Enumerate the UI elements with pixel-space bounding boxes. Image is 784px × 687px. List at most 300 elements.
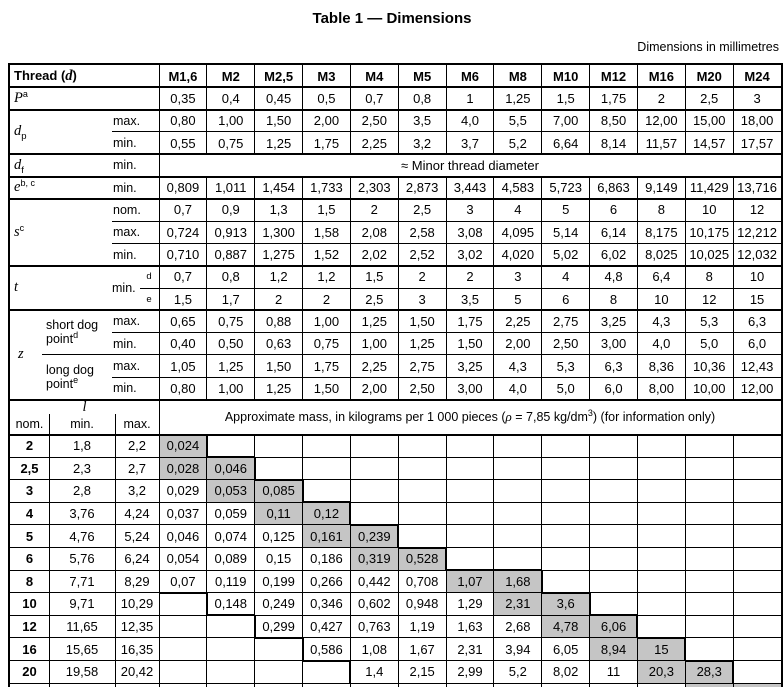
thread-header-label: Thread (d) xyxy=(14,67,77,84)
data-cell: 2 xyxy=(418,269,426,285)
mass-cell: 1,67 xyxy=(409,641,435,657)
data-cell: 15 xyxy=(749,291,765,307)
data-cell: 2,873 xyxy=(405,180,439,196)
grid-line xyxy=(398,435,399,687)
data-cell: 11,57 xyxy=(645,135,678,151)
mass-cell: 0,028 xyxy=(166,460,200,476)
grid-line xyxy=(49,414,50,687)
data-cell: 6 xyxy=(562,291,570,307)
data-cell: 2,50 xyxy=(409,380,435,396)
data-cell: 3 xyxy=(466,202,474,218)
grid-line xyxy=(115,414,116,687)
mass-cell: 0,319 xyxy=(358,551,391,567)
length-max-cell: 2,2 xyxy=(127,438,147,454)
data-cell: 8 xyxy=(657,202,665,218)
grid-line xyxy=(685,660,733,662)
column-header: M5 xyxy=(413,68,432,84)
data-cell: 2 xyxy=(274,291,283,307)
grid-line xyxy=(206,65,207,154)
data-cell: 0,4 xyxy=(221,90,240,106)
grid-line xyxy=(159,65,160,687)
data-cell: 3,00 xyxy=(457,380,483,396)
mass-cell: 1,68 xyxy=(505,573,531,589)
data-cell: 3,443 xyxy=(453,180,487,196)
data-cell: 10 xyxy=(654,291,669,307)
grid-line xyxy=(732,661,734,684)
mass-cell: 0,15 xyxy=(265,551,292,567)
length-nom-cell: 2,5 xyxy=(20,460,39,476)
data-cell: 1,25 xyxy=(505,90,531,106)
data-cell: 2,02 xyxy=(361,247,387,263)
length-max-cell: 10,29 xyxy=(120,596,154,612)
mass-cell: 0,11 xyxy=(266,506,291,522)
length-min-cell: 3,76 xyxy=(69,506,95,522)
data-cell: 8,025 xyxy=(645,247,678,263)
data-cell: 0,50 xyxy=(218,336,244,352)
data-cell: 3,5 xyxy=(413,113,432,129)
data-cell: 3,2 xyxy=(413,135,432,151)
length-sub-header: max. xyxy=(123,417,151,431)
data-cell: 5,14 xyxy=(553,224,579,240)
data-cell: 10 xyxy=(749,269,765,285)
data-cell: 8,00 xyxy=(648,380,675,396)
data-cell: 4,3 xyxy=(508,358,527,374)
grid-line xyxy=(446,65,447,154)
data-cell: 14,57 xyxy=(692,135,726,151)
data-cell: 4 xyxy=(562,269,570,285)
data-cell: 3,5 xyxy=(460,291,480,307)
length-min-cell: 1,8 xyxy=(72,438,92,454)
mass-cell: 8,94 xyxy=(600,641,627,657)
sub-label: max. xyxy=(113,359,141,374)
length-nom-cell: 4 xyxy=(25,506,34,522)
data-cell: 2 xyxy=(370,202,378,218)
column-header: M6 xyxy=(460,68,480,84)
data-cell: 2,25 xyxy=(505,313,531,329)
data-cell: 2,5 xyxy=(365,291,384,307)
grid-line xyxy=(302,638,304,661)
mass-cell: 1,63 xyxy=(457,619,483,635)
data-cell: 2,50 xyxy=(361,113,387,129)
data-cell: 5,0 xyxy=(556,380,575,396)
data-cell: 0,8 xyxy=(221,269,240,285)
mass-cell: 0,059 xyxy=(214,506,248,522)
data-cell: 2,303 xyxy=(358,180,391,196)
data-cell: 1,733 xyxy=(310,180,343,196)
mass-cell: 0,12 xyxy=(313,506,340,522)
grid-line xyxy=(302,480,304,503)
column-header: M12 xyxy=(600,68,627,84)
mass-cell: 0,074 xyxy=(214,528,248,544)
data-cell: 4 xyxy=(514,202,522,218)
data-cell: 2,00 xyxy=(361,380,387,396)
grid-line xyxy=(207,456,255,458)
data-cell: 1,25 xyxy=(361,313,387,329)
data-cell: 1,50 xyxy=(409,313,435,329)
length-nom-cell: 16 xyxy=(22,641,37,657)
data-cell: 1,50 xyxy=(457,336,483,352)
data-cell: 0,913 xyxy=(214,224,248,240)
data-cell: 8,14 xyxy=(600,135,627,151)
data-cell: 5,2 xyxy=(508,135,527,151)
length-min-cell: 7,71 xyxy=(69,573,95,589)
data-cell: 2,5 xyxy=(413,202,432,218)
sub-label: max. xyxy=(113,113,141,128)
mass-cell: 0,528 xyxy=(405,551,439,567)
units-note: Dimensions in millimetres xyxy=(637,40,779,54)
data-cell: 8 xyxy=(609,291,618,307)
mass-header: Approximate mass, in kilograms per 1 000 pieces (ρ = 7,85 $kg/dm^3$) (for information only) xyxy=(224,408,716,424)
grid-line xyxy=(589,435,590,687)
data-cell: 1,2 xyxy=(269,269,288,285)
param-symbol-P: $P^a$ xyxy=(14,88,28,106)
grid-line xyxy=(254,615,256,638)
grid-line xyxy=(206,435,207,687)
mass-cell: 20,3 xyxy=(648,664,675,680)
length-max-cell: 12,35 xyxy=(120,619,154,635)
grid-line xyxy=(493,65,494,154)
mass-cell: 0,085 xyxy=(262,483,295,499)
mass-cell: 0,119 xyxy=(214,573,247,589)
data-cell: 0,35 xyxy=(170,90,196,106)
grid-line xyxy=(350,435,351,687)
grid-line xyxy=(349,502,351,525)
mass-cell: 2,31 xyxy=(505,596,531,612)
data-cell: 1,5 xyxy=(556,90,575,106)
grid-line xyxy=(493,435,494,687)
data-cell: 1,05 xyxy=(170,358,196,374)
grid-line xyxy=(684,638,686,661)
grid-line xyxy=(302,65,303,154)
param-symbol-t: t xyxy=(14,279,19,296)
grid-line xyxy=(206,177,207,400)
mass-cell: 1,29 xyxy=(457,596,483,612)
data-cell: 1,50 xyxy=(265,113,292,129)
grid-line xyxy=(206,593,208,616)
mass-cell: 0,346 xyxy=(310,596,343,612)
grid-line xyxy=(637,435,638,687)
data-cell: 5,723 xyxy=(549,180,582,196)
data-cell: 6,14 xyxy=(600,224,627,240)
grid-line xyxy=(733,65,734,154)
data-cell: 1,3 xyxy=(269,202,288,218)
column-header: M4 xyxy=(365,68,384,84)
mass-cell: 0,602 xyxy=(358,596,391,612)
sub-label: max. xyxy=(113,225,141,240)
data-cell: 1 xyxy=(466,90,474,106)
data-cell: 3,08 xyxy=(457,224,483,240)
grid-line xyxy=(350,65,351,154)
data-cell: 8,50 xyxy=(600,113,627,129)
length-nom-cell: 8 xyxy=(25,573,34,589)
column-header: M10 xyxy=(553,68,579,84)
grid-line xyxy=(254,177,255,400)
grid-line xyxy=(255,637,303,639)
data-cell: 10,36 xyxy=(692,358,726,374)
grid-line xyxy=(303,660,351,662)
grid-line xyxy=(398,177,399,400)
param-symbol-s: $s^c$ xyxy=(14,222,25,240)
data-cell: 4,8 xyxy=(604,269,623,285)
mass-cell: 0,024 xyxy=(166,438,200,454)
mass-cell: 0,037 xyxy=(166,506,200,522)
grid-line xyxy=(398,65,399,154)
grid-line xyxy=(494,569,542,571)
dimensions-table xyxy=(8,63,783,687)
data-cell: 0,80 xyxy=(170,113,196,129)
grid-line xyxy=(446,177,447,400)
data-cell: 1,75 xyxy=(457,313,483,329)
data-cell: 1,75 xyxy=(600,90,627,106)
data-cell: 15,00 xyxy=(692,113,726,129)
grid-line xyxy=(637,65,638,154)
data-cell: 4,0 xyxy=(652,336,671,352)
data-cell: 8,175 xyxy=(645,224,678,240)
data-cell: 17,57 xyxy=(740,135,774,151)
data-cell: 5,0 xyxy=(700,336,719,352)
data-cell: 1,275 xyxy=(262,247,295,263)
data-cell: 0,809 xyxy=(166,180,200,196)
grid-line xyxy=(541,435,542,687)
mass-cell: 0,199 xyxy=(262,573,295,589)
data-cell: 0,724 xyxy=(166,224,200,240)
data-cell: 3,02 xyxy=(457,247,483,263)
data-cell: 6,64 xyxy=(553,135,579,151)
data-cell: 1,25 xyxy=(265,135,292,151)
data-cell: 5,5 xyxy=(508,113,527,129)
data-cell: 0,7 xyxy=(173,202,192,218)
data-cell: 3,7 xyxy=(460,135,480,151)
mass-cell: 0,148 xyxy=(214,596,248,612)
column-header: M16 xyxy=(648,68,675,84)
mass-cell: 1,19 xyxy=(409,619,435,635)
mass-cell: 15 xyxy=(654,641,669,657)
data-cell: 0,75 xyxy=(313,336,340,352)
mass-cell: 3,6 xyxy=(556,596,575,612)
mass-cell: 0,046 xyxy=(214,460,248,476)
grid-line xyxy=(10,683,781,684)
data-cell: 6 xyxy=(609,202,618,218)
length-min-cell: 2,3 xyxy=(72,460,92,476)
data-cell: 3,25 xyxy=(600,313,627,329)
dog-point-label: short dog point$^d$ xyxy=(46,318,99,347)
mass-cell: 0,053 xyxy=(214,483,248,499)
data-cell: 13,716 xyxy=(737,180,777,196)
mass-cell: 2,68 xyxy=(505,619,531,635)
data-cell: 6,863 xyxy=(597,180,630,196)
data-cell: 4,0 xyxy=(508,380,527,396)
data-cell: 1,7 xyxy=(221,291,240,307)
data-cell: 5 xyxy=(562,202,570,218)
data-cell: 1,00 xyxy=(218,380,244,396)
data-cell: 1,2 xyxy=(317,269,336,285)
length-max-cell: 4,24 xyxy=(124,506,150,522)
data-cell: 12 xyxy=(749,202,765,218)
mass-cell: 0,586 xyxy=(310,641,343,657)
grid-line xyxy=(254,65,255,154)
mass-cell: 6,05 xyxy=(553,641,579,657)
length-symbol: l xyxy=(82,399,87,415)
grid-line xyxy=(541,177,542,400)
data-cell: 2,50 xyxy=(553,336,579,352)
data-cell: 4,020 xyxy=(501,247,535,263)
column-header: M20 xyxy=(696,68,722,84)
sub-label: min. xyxy=(113,381,137,396)
data-cell: 10,00 xyxy=(692,380,726,396)
length-max-cell: 2,7 xyxy=(127,460,147,476)
mass-cell: 5,2 xyxy=(508,664,527,680)
grid-line xyxy=(636,615,638,638)
grid-line xyxy=(398,547,446,549)
data-cell: 2,75 xyxy=(553,313,579,329)
length-max-cell: 8,29 xyxy=(124,573,150,589)
data-cell: 4,3 xyxy=(652,313,671,329)
grid-line xyxy=(733,435,734,687)
sub-label: min. xyxy=(113,158,137,173)
grid-line xyxy=(685,177,686,400)
grid-line xyxy=(685,65,686,154)
data-cell: 0,40 xyxy=(170,336,196,352)
data-cell: 0,5 xyxy=(317,90,336,106)
data-cell: 1,25 xyxy=(218,358,244,374)
data-cell: 1,011 xyxy=(214,180,247,196)
data-cell: 3 xyxy=(418,291,426,307)
data-cell: 0,88 xyxy=(265,313,292,329)
data-cell: 7,00 xyxy=(553,113,579,129)
column-header: M8 xyxy=(508,68,527,84)
grid-line xyxy=(254,457,256,480)
mass-cell: 0,708 xyxy=(405,573,439,589)
sub-label: min. xyxy=(112,280,136,295)
param-symbol-z: z xyxy=(18,346,24,363)
grid-line xyxy=(159,592,207,594)
data-cell: 6,0 xyxy=(604,380,623,396)
data-cell: 10,175 xyxy=(689,224,730,240)
data-cell: 2,5 xyxy=(700,90,719,106)
length-nom-cell: 5 xyxy=(25,528,34,544)
data-cell: 11,429 xyxy=(689,180,729,196)
mass-cell: 11 xyxy=(606,664,621,680)
mass-cell: 0,266 xyxy=(310,573,343,589)
data-cell: 0,55 xyxy=(170,135,196,151)
data-cell: 0,63 xyxy=(265,336,292,352)
length-min-cell: 15,65 xyxy=(65,641,99,657)
mass-cell: 0,249 xyxy=(262,596,295,612)
data-cell: 1,75 xyxy=(313,358,340,374)
column-header: M24 xyxy=(744,68,770,84)
length-sub-header: nom. xyxy=(15,417,44,431)
mass-cell: 1,08 xyxy=(361,641,387,657)
data-cell: 6,4 xyxy=(652,269,671,285)
length-nom-cell: 3 xyxy=(25,483,34,499)
data-cell: 1,25 xyxy=(265,380,292,396)
data-cell: 1,5 xyxy=(317,202,336,218)
mass-cell: 28,3 xyxy=(696,664,722,680)
data-cell: 1,75 xyxy=(313,135,340,151)
length-max-cell: 16,35 xyxy=(120,641,154,657)
data-cell: 12,43 xyxy=(740,358,774,374)
data-cell: 5,02 xyxy=(553,247,579,263)
grid-line xyxy=(303,501,351,503)
mass-cell: 0,239 xyxy=(358,528,391,544)
grid-line xyxy=(541,65,542,154)
column-header: M2 xyxy=(221,68,240,84)
data-cell: 12,00 xyxy=(740,380,774,396)
data-cell: 1,25 xyxy=(409,336,435,352)
data-cell: 10,025 xyxy=(689,247,730,263)
grid-line xyxy=(350,177,351,400)
data-cell: 4,095 xyxy=(501,224,535,240)
grid-line xyxy=(589,177,590,400)
length-min-cell: 19,58 xyxy=(65,664,99,680)
length-nom-cell: 20 xyxy=(22,664,37,680)
length-min-cell: 4,76 xyxy=(69,528,95,544)
mass-cell: 0,763 xyxy=(358,619,391,635)
data-cell: 4,0 xyxy=(460,113,480,129)
data-cell: 3,00 xyxy=(600,336,627,352)
mass-cell: 0,046 xyxy=(166,528,200,544)
data-cell: 2,08 xyxy=(361,224,387,240)
mass-cell: 0,299 xyxy=(262,619,295,635)
data-cell: 2 xyxy=(322,291,331,307)
data-cell: 6,3 xyxy=(748,313,767,329)
mass-cell: 0,442 xyxy=(358,573,391,589)
grid-line xyxy=(542,592,590,594)
mass-cell: 0,029 xyxy=(166,483,200,499)
mass-cell: 2,31 xyxy=(457,641,483,657)
mass-cell: 3,94 xyxy=(505,641,531,657)
length-min-cell: 2,8 xyxy=(72,483,92,499)
mass-cell: 1,07 xyxy=(457,573,483,589)
grid-line xyxy=(590,614,638,616)
data-cell: 0,7 xyxy=(365,90,384,106)
length-max-cell: 20,42 xyxy=(120,664,154,680)
data-cell: 12 xyxy=(701,291,717,307)
data-cell: 5,3 xyxy=(556,358,575,374)
mass-cell: 0,427 xyxy=(310,619,343,635)
data-cell: 6,3 xyxy=(604,358,623,374)
data-cell: 8,36 xyxy=(648,358,675,374)
mass-cell: 2,99 xyxy=(457,664,483,680)
data-cell: 1,52 xyxy=(313,247,340,263)
data-cell: 0,75 xyxy=(218,135,244,151)
grid-line xyxy=(350,524,398,526)
mass-cell: 8,02 xyxy=(553,664,579,680)
data-cell: 5 xyxy=(514,291,522,307)
data-cell: 1,50 xyxy=(313,380,340,396)
param-symbol-d: $d_f$ xyxy=(14,156,24,176)
data-cell: 1,300 xyxy=(262,224,295,240)
grid-line xyxy=(589,593,591,616)
data-cell: 8 xyxy=(705,269,713,285)
grid-line xyxy=(255,479,303,481)
sub-label: min. xyxy=(113,136,137,151)
data-cell: 1,50 xyxy=(265,358,292,374)
data-cell: 5,3 xyxy=(700,313,719,329)
span-note: ≈ Minor thread diameter xyxy=(401,157,539,173)
data-cell: 6,0 xyxy=(748,336,767,352)
grid-line xyxy=(541,570,543,593)
data-cell: 2,25 xyxy=(361,135,387,151)
grid-line xyxy=(206,435,208,458)
data-cell: 2 xyxy=(657,90,665,106)
data-cell: 2,00 xyxy=(505,336,531,352)
grid-line xyxy=(445,548,447,571)
shaded-cell xyxy=(685,683,733,687)
mass-cell: 0,054 xyxy=(166,551,200,567)
data-cell: 3 xyxy=(753,90,761,106)
data-cell: 4,583 xyxy=(501,180,535,196)
